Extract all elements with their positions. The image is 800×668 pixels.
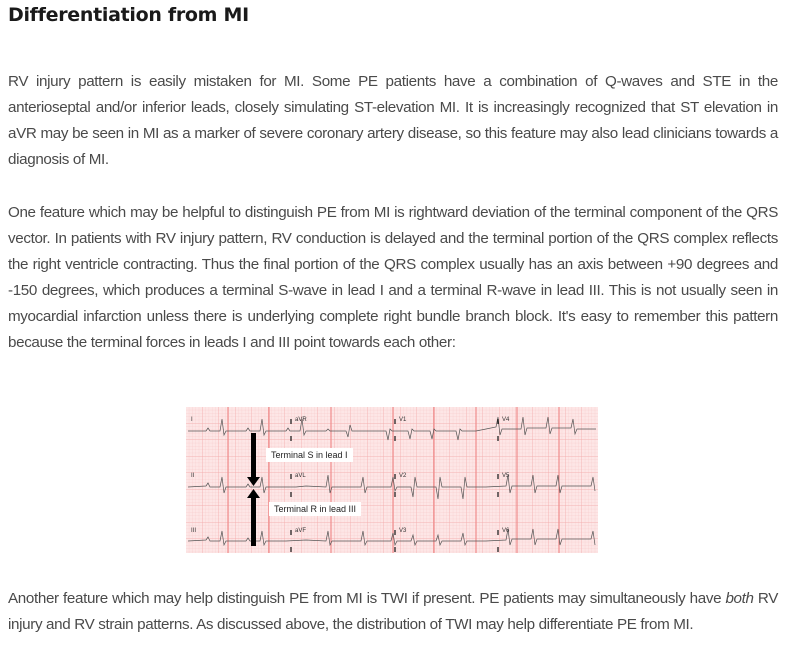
annotation-terminal-r: Terminal R in lead III bbox=[269, 502, 361, 516]
lead-label-v2: V2 bbox=[399, 473, 407, 479]
lead-label-v6: V6 bbox=[502, 528, 510, 534]
lead-label-avl: aVL bbox=[295, 473, 306, 479]
paragraph-terminal-qrs-deviation: One feature which may be helpful to distinguish PE from MI is rightward deviation of the terminal component of the QRS vector. In patients with RV injury pattern, RV conduction is delayed and the terminal portion of the QRS complex reflects the right ventricle contracting. Thus the final portion of the QRS complex usually has an axis between +90 degrees and -150 degrees, which produces a terminal S-wave in lead I and a terminal R-wave in lead III. This is not usually seen in myocardial infarction unless there is underlying complete right bundle branch block. It's easy to remember this pattern because the terminal forces in leads I and III point towards each other: bbox=[8, 204, 778, 351]
ecg-grid-traces bbox=[186, 407, 598, 553]
p3-text-before: Another feature which may help distinguish PE from MI is TWI if present. PE patients may simultaneously have bbox=[8, 590, 726, 607]
lead-label-v4: V4 bbox=[502, 417, 510, 423]
ecg-figure bbox=[186, 407, 598, 553]
lead-label-avf: aVF bbox=[295, 528, 307, 534]
lead-label-i: I bbox=[191, 417, 193, 423]
lead-label-v5: V5 bbox=[502, 473, 510, 479]
section-title: Differentiation from MI bbox=[8, 4, 249, 26]
p3-text-after: RV injury and RV strain patterns. As discussed above, the distribution of TWI may help differentiate PE from MI. bbox=[8, 590, 778, 633]
lead-label-iii: III bbox=[191, 528, 197, 534]
lead-label-v1: V1 bbox=[399, 417, 407, 423]
lead-label-v3: V3 bbox=[399, 528, 407, 534]
lead-label-avr: aVR bbox=[295, 417, 307, 423]
annotation-terminal-s: Terminal S in lead I bbox=[266, 448, 353, 462]
p3-emphasis: both bbox=[725, 590, 754, 607]
paragraph-rv-injury-mistaken: RV injury pattern is easily mistaken for MI. Some PE patients have a combination of Q-waves and STE in the anterioseptal and/or inferior leads, closely simulating ST-elevation MI. It is increasingly recognized that ST elevation in aVR may be seen in MI as a marker of severe coronary artery disease, so this feature may also lead clinicians towards a diagnosis of MI. bbox=[8, 73, 778, 168]
paragraph-twi-distinguish bbox=[8, 586, 778, 638]
lead-label-ii: II bbox=[191, 473, 195, 479]
